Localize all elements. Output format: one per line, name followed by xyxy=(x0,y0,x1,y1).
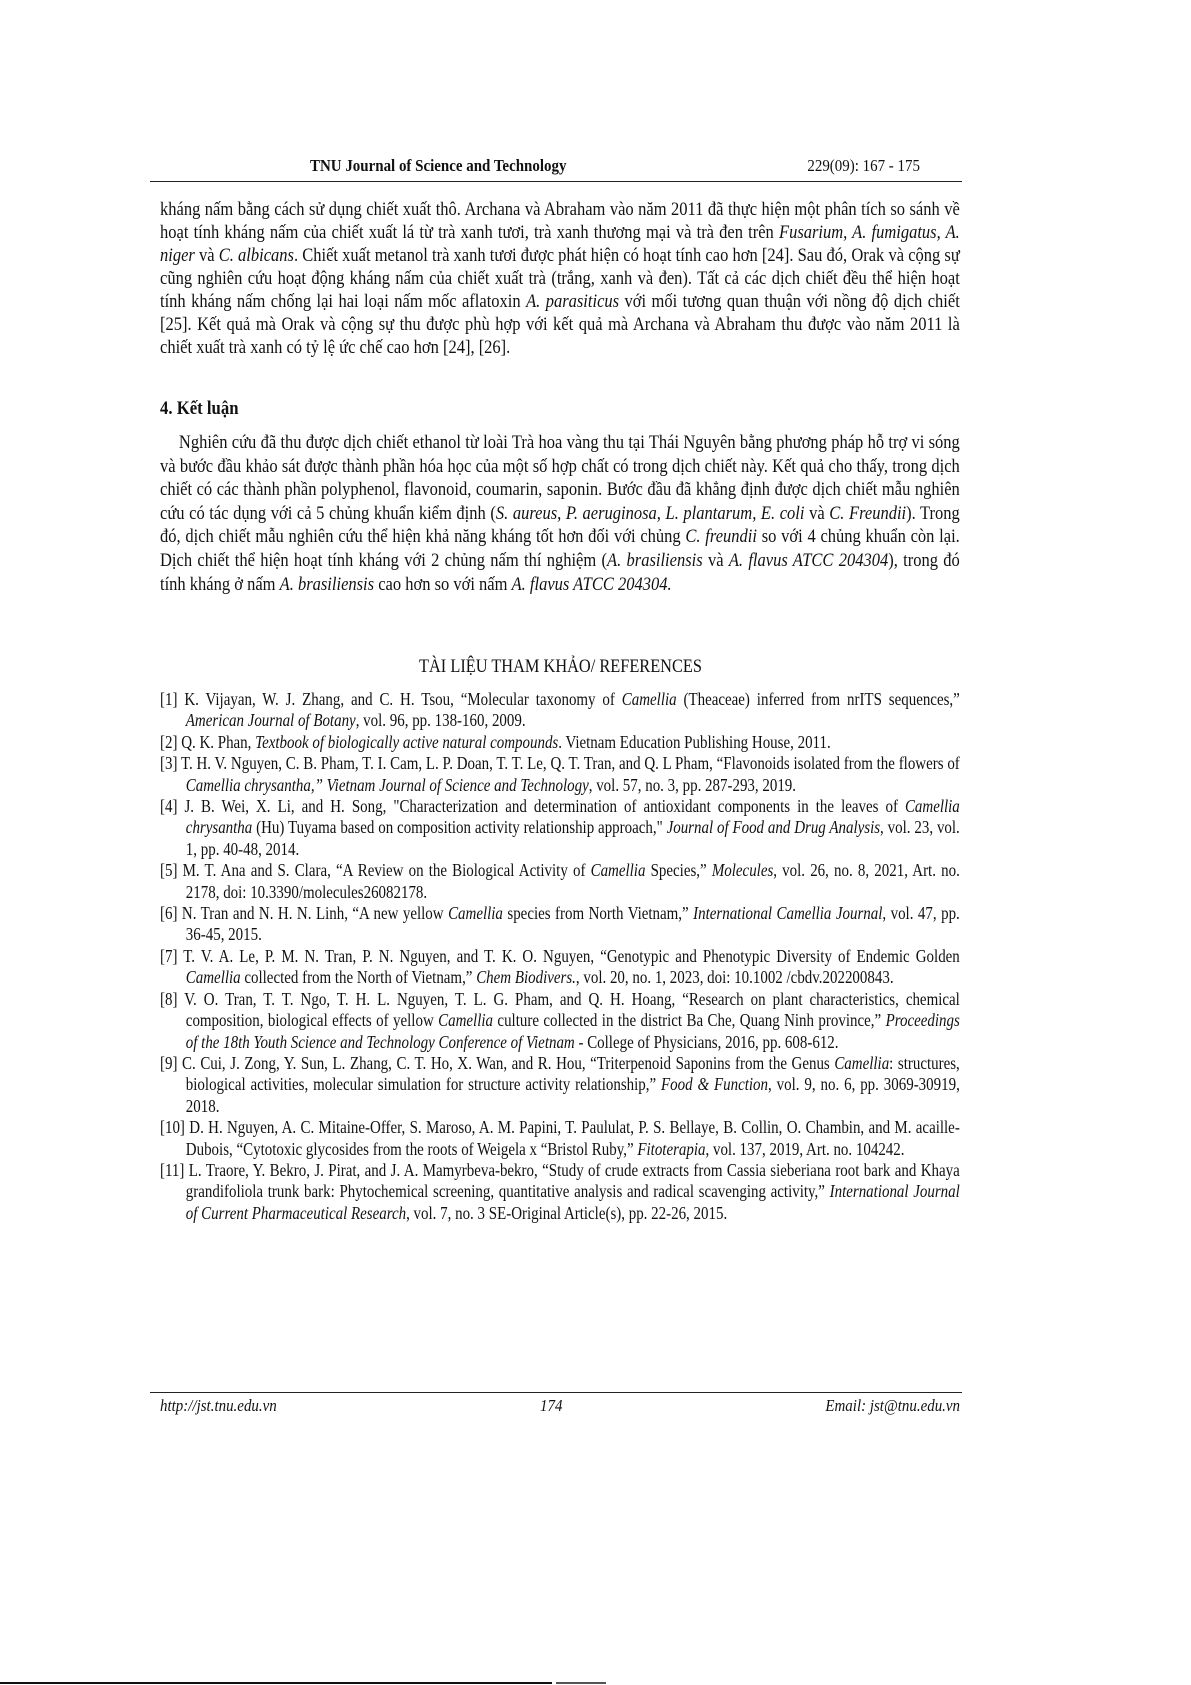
italic-text: Camellia xyxy=(185,967,241,988)
italic-text: Proceedings of the 18th Youth Science and Technology Conference of Vietnam xyxy=(185,1010,960,1052)
text-run: C. Cui, J. Zong, Y. Sun, L. Zhang, C. T. Ho, X. Wan, and R. Hou, “Triterpenoid Saponins from the Genus xyxy=(182,1052,835,1073)
italic-text: A. flavus ATCC 204304 xyxy=(728,549,889,571)
italic-text: C. freundii xyxy=(685,526,757,548)
text-run: : structures, biological activities, molecular simulation for structure activity relationship,” xyxy=(185,1052,960,1095)
text-run: species from North Vietnam,” xyxy=(502,903,694,924)
italic-text: A. flavus ATCC 204304. xyxy=(511,573,672,595)
footer-url[interactable]: http://jst.tnu.edu.vn xyxy=(160,1396,277,1415)
text-run: (Theaceae) inferred from nrITS sequences,” xyxy=(676,689,960,709)
text-run: và xyxy=(804,502,830,524)
reference-number: [6] xyxy=(160,903,178,924)
bottom-edge-line-segment xyxy=(556,1682,606,1684)
text-run: , vol. 26, no. 8, 2021, Art. no. 2178, doi: 10.3390/molecules26082178. xyxy=(185,860,960,902)
text-run: D. H. Nguyen, A. C. Mitaine-Offer, S. Maroso, A. M. Papini, T. Paululat, P. S. Bellaye, B. Collin, O. Chambin, and M. acaille-Dubois, “Cytotoxic glycosides from the roots of Weigela x “Bristol Ruby,” xyxy=(185,1117,960,1159)
text-run: kháng nấm bằng cách sử dụng chiết xuất thô. Archana và Abraham vào năm 2011 đã thực hiện một phân tích so sánh về hoạt tính kháng nấm của chiết xuất lá từ trà xanh tươi, trà xanh thương mại và trà đen trên xyxy=(160,199,960,243)
italic-text: International Camellia Journal xyxy=(693,903,883,924)
italic-text: Camellia chrysantha,” Vietnam Journal of Science and Technology xyxy=(185,774,589,795)
italic-text: American Journal of Botany xyxy=(185,710,356,731)
section-heading: 4. Kết luận xyxy=(160,398,239,419)
italic-text: Journal of Food and Drug Analysis xyxy=(666,817,881,838)
reference-item xyxy=(160,1117,960,1160)
text-run: N. Tran and N. H. N. Linh, “A new yellow xyxy=(181,903,449,924)
reference-item xyxy=(160,753,960,796)
running-header xyxy=(160,156,960,178)
reference-item xyxy=(160,903,960,946)
italic-text: C. albicans xyxy=(218,245,294,266)
text-run: , vol. 7, no. 3 SE-Original Article(s), pp. 22-26, 2015. xyxy=(406,1202,728,1223)
text-run: M. T. Ana and S. Clara, “A Review on the Biological Activity of xyxy=(182,860,591,881)
text-run: . Vietnam Education Publishing House, 2011. xyxy=(558,731,831,752)
italic-text: Food & Function xyxy=(661,1074,769,1095)
footer-email[interactable]: Email: jst@tnu.edu.vn xyxy=(825,1396,960,1415)
reference-number: [11] xyxy=(160,1159,185,1180)
reference-item xyxy=(160,796,960,860)
text-run: , vol. 20, no. 1, 2023, doi: 10.1002 /cbdv.202200843. xyxy=(575,967,894,988)
text-run: culture collected in the district Ba Che, Quang Ninh province,” xyxy=(493,1010,886,1031)
text-run: , vol. 57, no. 3, pp. 287-293, 2019. xyxy=(588,774,797,795)
text-run: Q. K. Phan, xyxy=(181,731,256,752)
text-run: Nghiên cứu đã thu được dịch chiết ethanol từ loài Trà hoa vàng thu tại Thái Nguyên bằng phương pháp hỗ trợ vi sóng và bước đầu khảo sát được thành phần hóa học của một số hợp chất có trong dịch chiết này. Kết quả cho thấy, trong dịch chiết có các thành phần polyphenol, flavonoid, coumarin, saponin. Bước đầu đã khẳng định được dịch chiết mẫu nghiên cứu có tác dụng với cả 5 chủng khuẩn kiểm định ( xyxy=(160,432,960,524)
text-run: (Hu) Tuyama based on composition activity relationship approach," xyxy=(252,817,667,838)
references-title xyxy=(0,656,1120,678)
text-run: . Chiết xuất metanol trà xanh tươi được phát hiện có hoạt tính cao hơn [24]. Sau đó, Orak và cộng sự cũng nghiên cứu hoạt động kháng nấm của chiết xuất trà (trắng, xanh và đen). Tất cả các dịch chiết đều thể hiện hoạt tính kháng nấm chống lại hai loại nấm mốc aflatoxin xyxy=(160,245,960,312)
italic-text: A. brasiliensis xyxy=(279,573,375,595)
text-run: K. Vijayan, W. J. Zhang, and C. H. Tsou, “Molecular taxonomy of xyxy=(184,689,622,709)
text-run: L. Traore, Y. Bekro, J. Pirat, and J. A. Mamyrbeva-bekro, “Study of crude extracts from Cassia sieberiana root bark and Khaya grandifoliola trunk bark: Phytochemical screening, quantitative analysis and radical scavenging activity,” xyxy=(185,1159,960,1202)
reference-item xyxy=(160,860,960,903)
text-run: cao hơn so với nấm xyxy=(374,573,512,595)
italic-text: Camellia xyxy=(438,1010,494,1031)
text-run: so với 4 chủng khuẩn còn lại. Dịch chiết thể hiện hoạt tính kháng với 2 chủng nấm thí nghiệm ( xyxy=(160,526,960,571)
text-run: , vol. 96, pp. 138-160, 2009. xyxy=(355,710,526,731)
italic-text: C. Freundii xyxy=(829,502,907,524)
italic-text: Molecules xyxy=(711,860,774,881)
text-run: Species,” xyxy=(645,860,712,881)
italic-text: Camellia chrysantha xyxy=(185,796,960,838)
reference-number: [1] xyxy=(160,689,178,709)
reference-item xyxy=(160,1160,960,1224)
italic-text: Camellia xyxy=(590,860,646,881)
text-run: - College of Physicians, 2016, pp. 608-612. xyxy=(574,1031,839,1052)
italic-text: Chem Biodivers. xyxy=(476,967,576,988)
reference-number: [3] xyxy=(160,753,178,774)
italic-text: Camellia xyxy=(448,903,503,924)
text-run: ), trong đó tính kháng ở nấm xyxy=(160,549,960,595)
reference-number: [4] xyxy=(160,796,178,817)
italic-text: Camellia xyxy=(834,1052,890,1073)
text-run: collected from the North of Vietnam,” xyxy=(240,967,477,988)
reference-number: [2] xyxy=(160,731,178,752)
reference-number: [7] xyxy=(160,945,178,966)
reference-number: [10] xyxy=(160,1117,185,1138)
page-number: 174 xyxy=(540,1396,563,1415)
bottom-edge-line xyxy=(0,1682,552,1684)
text-run: , vol. 47, pp. 36-45, 2015. xyxy=(185,903,960,945)
italic-text: Fitoterapia xyxy=(637,1138,706,1159)
volume-pages: 229(09): 167 - 175 xyxy=(807,156,920,175)
references-title-text: TÀI LIỆU THAM KHẢO/ REFERENCES xyxy=(418,656,702,677)
body-paragraph xyxy=(160,198,960,359)
footer-rule xyxy=(150,1392,962,1393)
text-run: , vol. 23, vol. 1, pp. 40-48, 2014. xyxy=(185,817,960,859)
reference-number: [5] xyxy=(160,860,178,881)
italic-text: A. parasiticus xyxy=(526,291,620,312)
references-list xyxy=(160,689,960,1224)
italic-text: Fusarium, A. fumigatus, A. niger xyxy=(160,222,960,266)
reference-item xyxy=(160,946,960,989)
italic-text: A. brasiliensis xyxy=(607,549,703,571)
reference-number: [8] xyxy=(160,988,178,1009)
header-rule xyxy=(150,181,962,182)
reference-item xyxy=(160,732,960,753)
reference-number: [9] xyxy=(160,1052,178,1073)
italic-text: Textbook of biologically active natural compounds xyxy=(255,731,559,752)
text-run: T. V. A. Le, P. M. N. Tran, P. N. Nguyen, and T. K. O. Nguyen, “Genotypic and Phenotypic Diversity of Endemic Golden xyxy=(183,945,960,966)
text-run: T. H. V. Nguyen, C. B. Pham, T. I. Cam, L. P. Doan, T. T. Le, Q. T. Tran, and Q. L Pham, “Flavonoids isolated from the flowers of xyxy=(180,753,960,774)
text-run: , vol. 9, no. 6, pp. 3069-30919, 2018. xyxy=(185,1074,960,1116)
text-run: và xyxy=(702,549,729,571)
text-run: J. B. Wei, X. Li, and H. Song, "Characterization and determination of antioxidant components in the leaves of xyxy=(184,796,905,817)
reference-item xyxy=(160,689,960,732)
italic-text: S. aureus, P. aeruginosa, L. plantarum, E. coli xyxy=(495,502,805,524)
journal-title: TNU Journal of Science and Technology xyxy=(310,156,567,175)
reference-item xyxy=(160,1053,960,1117)
text-run: và xyxy=(194,245,219,266)
italic-text: Camellia xyxy=(621,689,677,709)
text-run: , vol. 137, 2019, Art. no. 104242. xyxy=(705,1138,905,1159)
conclusion-paragraph xyxy=(160,431,960,596)
text-run: V. O. Tran, T. T. Ngo, T. H. L. Nguyen, T. L. G. Pham, and Q. H. Hoang, “Research on plant characteristics, chemical composition, biological effects of yellow xyxy=(184,988,960,1031)
italic-text: International Journal of Current Pharmaceutical Research xyxy=(185,1181,960,1223)
text-run: ). Trong đó, dịch chiết mẫu nghiên cứu thể hiện khả năng kháng tốt hơn đối với chủng xyxy=(160,502,960,548)
text-run: với mối tương quan thuận với nồng độ dịch chiết [25]. Kết quả mà Orak và cộng sự thu được phù hợp với kết quả mà Archana và Abraham thu được vào năm 2011 là chiết xuất trà xanh có tỷ lệ ức chế cao hơn [24], [26]. xyxy=(160,291,960,358)
reference-item xyxy=(160,989,960,1053)
